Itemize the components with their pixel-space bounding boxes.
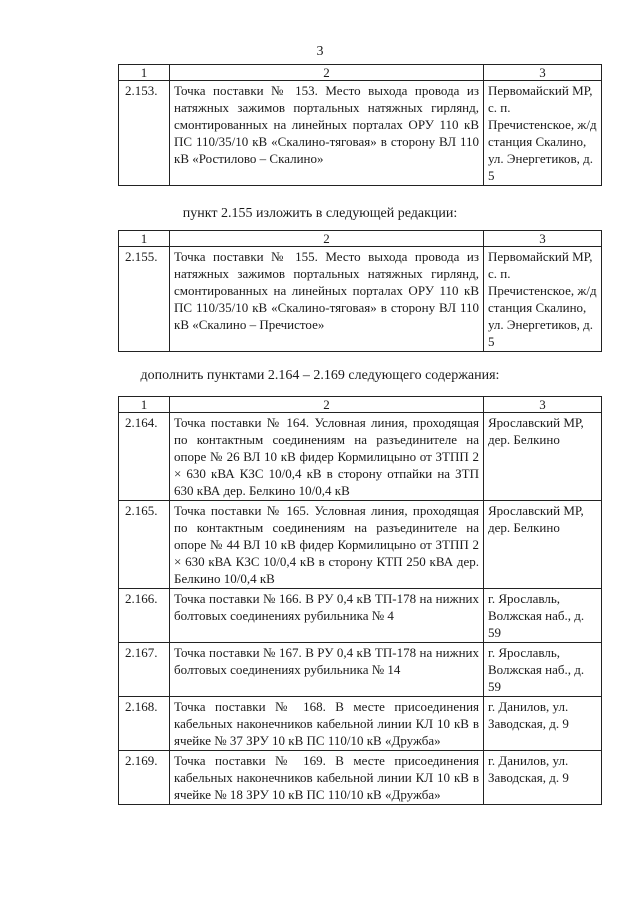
table-row [119, 247, 602, 352]
row-description: Точка поставки № 169. В месте присоединения кабельных наконечников кабельной линии КЛ 10 кВ в ячейке № 18 ЗРУ 10 кВ ПС 110/10 кВ «Дружба» [170, 751, 484, 805]
table-header-row [119, 65, 602, 81]
header-col-1: 1 [119, 231, 170, 247]
row-number: 2.164. [119, 413, 170, 501]
row-number: 2.165. [119, 501, 170, 589]
table-row [119, 751, 602, 805]
header-col-2: 2 [170, 65, 484, 81]
table-row [119, 643, 602, 697]
header-col-3: 3 [484, 397, 602, 413]
delivery-points-table-3 [118, 396, 602, 805]
delivery-points-table-1 [118, 64, 602, 186]
row-description: Точка поставки № 165. Условная линия, проходящая по контактным соединениям на разъединителе на опоре № 44 ВЛ 10 кВ фидер Кормилицыно от ЗТПП 2 × 630 кВА КЗС 10/0,4 кВ в сторону КТП 250 кВА дер. Белкино 10/0,4 кВ [170, 501, 484, 589]
row-address: Ярославский МР, дер. Белкино [484, 501, 602, 589]
header-col-3: 3 [484, 231, 602, 247]
row-address: Ярославский МР, дер. Белкино [484, 413, 602, 501]
table-header-row [119, 397, 602, 413]
row-number: 2.166. [119, 589, 170, 643]
row-description: Точка поставки № 166. В РУ 0,4 кВ ТП-178 на нижних болтовых соединениях рубильника № 4 [170, 589, 484, 643]
instruction-text: дополнить пунктами 2.164 – 2.169 следующего содержания: [140, 368, 500, 383]
table-row [119, 81, 602, 186]
table-row [119, 697, 602, 751]
row-description: Точка поставки № 167. В РУ 0,4 кВ ТП-178 на нижних болтовых соединениях рубильника № 14 [170, 643, 484, 697]
page-number: 3 [316, 44, 324, 59]
row-description: Точка поставки № 155. Место выхода провода из натяжных зажимов портальных натяжных гирлянд, смонтированных на линейных порталах ОРУ 110 кВ ПС 110/35/10 кВ «Скалино-тяговая» в сторону ВЛ 110 кВ «Скалино – Пречистое» [170, 247, 484, 352]
row-address: г. Данилов, ул. Заводская, д. 9 [484, 697, 602, 751]
header-col-1: 1 [119, 65, 170, 81]
table-header-row [119, 231, 602, 247]
row-number: 2.168. [119, 697, 170, 751]
table-row [119, 501, 602, 589]
row-number: 2.155. [119, 247, 170, 352]
row-address: г. Ярославль, Волжская наб., д. 59 [484, 643, 602, 697]
table-row [119, 589, 602, 643]
header-col-2: 2 [170, 397, 484, 413]
row-description: Точка поставки № 168. В месте присоединения кабельных наконечников кабельной линии КЛ 10 кВ в ячейке № 37 ЗРУ 10 кВ ПС 110/10 кВ «Дружба» [170, 697, 484, 751]
header-col-2: 2 [170, 231, 484, 247]
row-number: 2.169. [119, 751, 170, 805]
row-number: 2.167. [119, 643, 170, 697]
table-row [119, 413, 602, 501]
row-address: г. Ярославль, Волжская наб., д. 59 [484, 589, 602, 643]
row-description: Точка поставки № 164. Условная линия, проходящая по контактным соединениям на разъединителе на опоре № 26 ВЛ 10 кВ фидер Кормилицыно от ЗТПП 2 × 630 кВА КЗС 10/0,4 кВ в сторону отпайки на ЗТП 630 кВА дер. Белкино 10/0,4 кВ [170, 413, 484, 501]
row-address: г. Данилов, ул. Заводская, д. 9 [484, 751, 602, 805]
row-description: Точка поставки № 153. Место выхода провода из натяжных зажимов портальных натяжных гирлянд, смонтированных на линейных порталах ОРУ 110 кВ ПС 110/35/10 кВ «Скалино-тяговая» в сторону ВЛ 110 кВ «Ростилово – Скалино» [170, 81, 484, 186]
row-number: 2.153. [119, 81, 170, 186]
header-col-1: 1 [119, 397, 170, 413]
row-address: Первомайский МР, с. п. Пречистенское, ж/д станция Скалино, ул. Энергетиков, д. 5 [484, 247, 602, 352]
header-col-3: 3 [484, 65, 602, 81]
row-address: Первомайский МР, с. п. Пречистенское, ж/д станция Скалино, ул. Энергетиков, д. 5 [484, 81, 602, 186]
delivery-points-table-2 [118, 230, 602, 352]
instruction-text: пункт 2.155 изложить в следующей редакции: [182, 206, 458, 221]
